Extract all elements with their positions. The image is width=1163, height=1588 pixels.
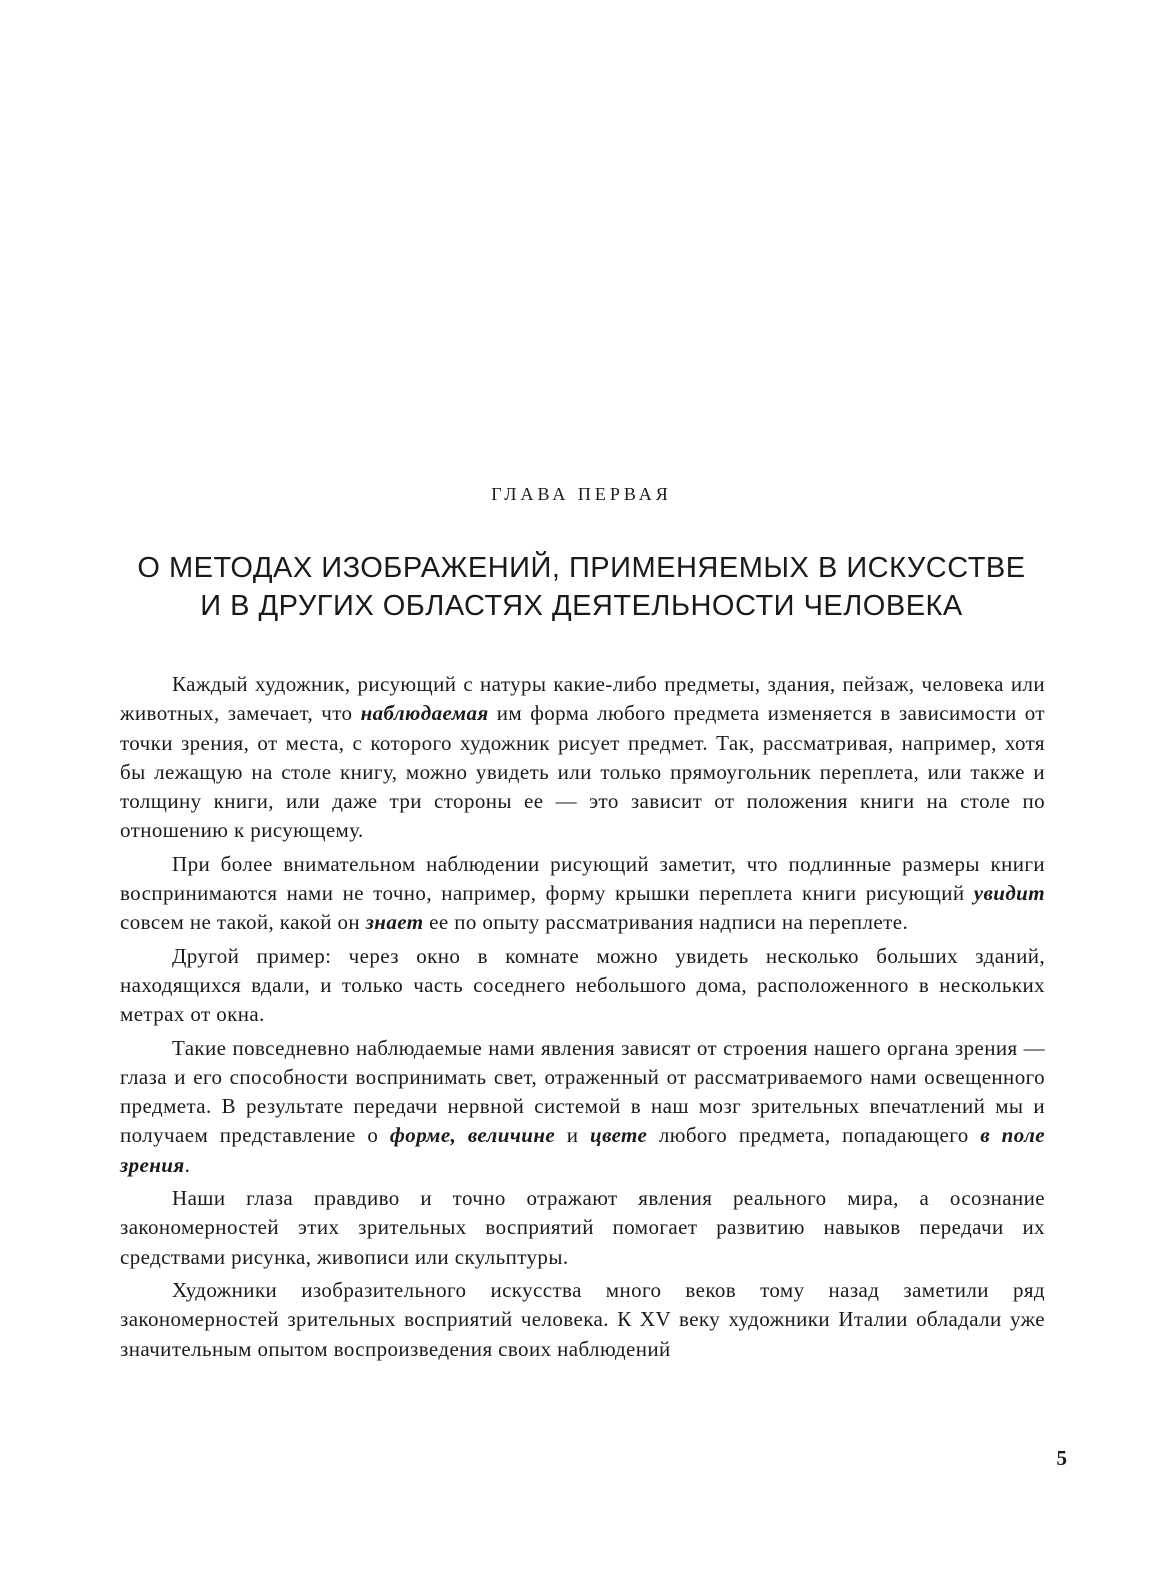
paragraph-5 — [120, 1184, 1045, 1272]
paragraph-2 — [120, 850, 1045, 938]
paragraph-6 — [120, 1276, 1045, 1364]
body-text — [120, 670, 1045, 1368]
paragraph-text: совсем не такой, какой он — [120, 910, 366, 935]
emphasis-text: знает — [365, 910, 424, 935]
emphasis-text: увидит — [973, 881, 1045, 906]
emphasis-text: наблюдаемая — [360, 701, 489, 726]
paragraph-text: . — [184, 1152, 191, 1177]
page-number: 5 — [1056, 1446, 1067, 1470]
paragraph-text: им форма любого предмета изменяется в зависимости от точки зрения, от места, с которого художник рисует предмет. Так, рассматривая, например, хотя бы лежащую на столе книгу, можно увидеть или только прямоугольник переплета, или также и толщину книги, или даже три стороны ее — это зависит от положения книги на столе по отношению к рисующему. — [120, 701, 1045, 843]
paragraph-text: ее по опыту рассматривания надписи на переплете. — [423, 910, 909, 935]
paragraph-text: Такие повседневно наблюдаемые нами явления зависят от строения нашего органа зрения — глаза и его способности воспринимать свет, отраженный от рассматриваемого нами освещенного предмета. В результате передачи нервной системой в наш мозг зрительных впечатлений мы и получаем представление о — [120, 1035, 1045, 1148]
emphasis-text: цвете — [590, 1123, 648, 1148]
chapter-title-line-2: И В ДРУГИХ ОБЛАСТЯХ ДЕЯТЕЛЬНОСТИ ЧЕЛОВЕКА — [200, 590, 963, 623]
paragraph-1 — [120, 670, 1045, 846]
paragraph-text: Наши глаза правдиво и точно отражают явления реального мира, а осознание закономерностей этих зрительных восприятий помогает развитию навыков передачи их средствами рисунка, живописи или скульптуры. — [120, 1186, 1045, 1269]
emphasis-text: в поле зрения — [120, 1123, 1045, 1177]
emphasis-text: форме, величине — [389, 1123, 556, 1148]
paragraph-text: Другой пример: через окно в комнате можно увидеть несколько больших зданий, находящихся вдали, и только часть соседнего небольшого дома, расположенного в нескольких метрах от окна. — [120, 943, 1045, 1027]
paragraph-text: При более внимательном наблюдении рисующий заметит, что подлинные размеры книги воспринимаются нами не точно, например, форму крышки переплета книги рисующий — [120, 851, 1045, 906]
paragraph-text: любого предмета, попадающего — [647, 1123, 981, 1148]
paragraph-4 — [120, 1034, 1045, 1180]
paragraph-3 — [120, 942, 1045, 1030]
chapter-label: ГЛАВА ПЕРВАЯ — [491, 484, 672, 504]
chapter-title-line-1: О МЕТОДАХ ИЗОБРАЖЕНИЙ, ПРИМЕНЯЕМЫХ В ИСКУССТВЕ — [137, 552, 1026, 585]
paragraph-text: и — [555, 1123, 590, 1148]
paragraph-text: Художники изобразительного искусства много веков тому назад заметили ряд закономерностей зрительных восприятий человека. К XV веку художники Италии обладали уже значительным опытом воспроизведения своих наблюдений — [120, 1277, 1045, 1361]
chapter-title — [100, 549, 1063, 625]
paragraph-text: Каждый художник, рисующий с натуры какие-либо предметы, здания, пейзаж, человека или животных, замечает, что — [120, 672, 1045, 726]
